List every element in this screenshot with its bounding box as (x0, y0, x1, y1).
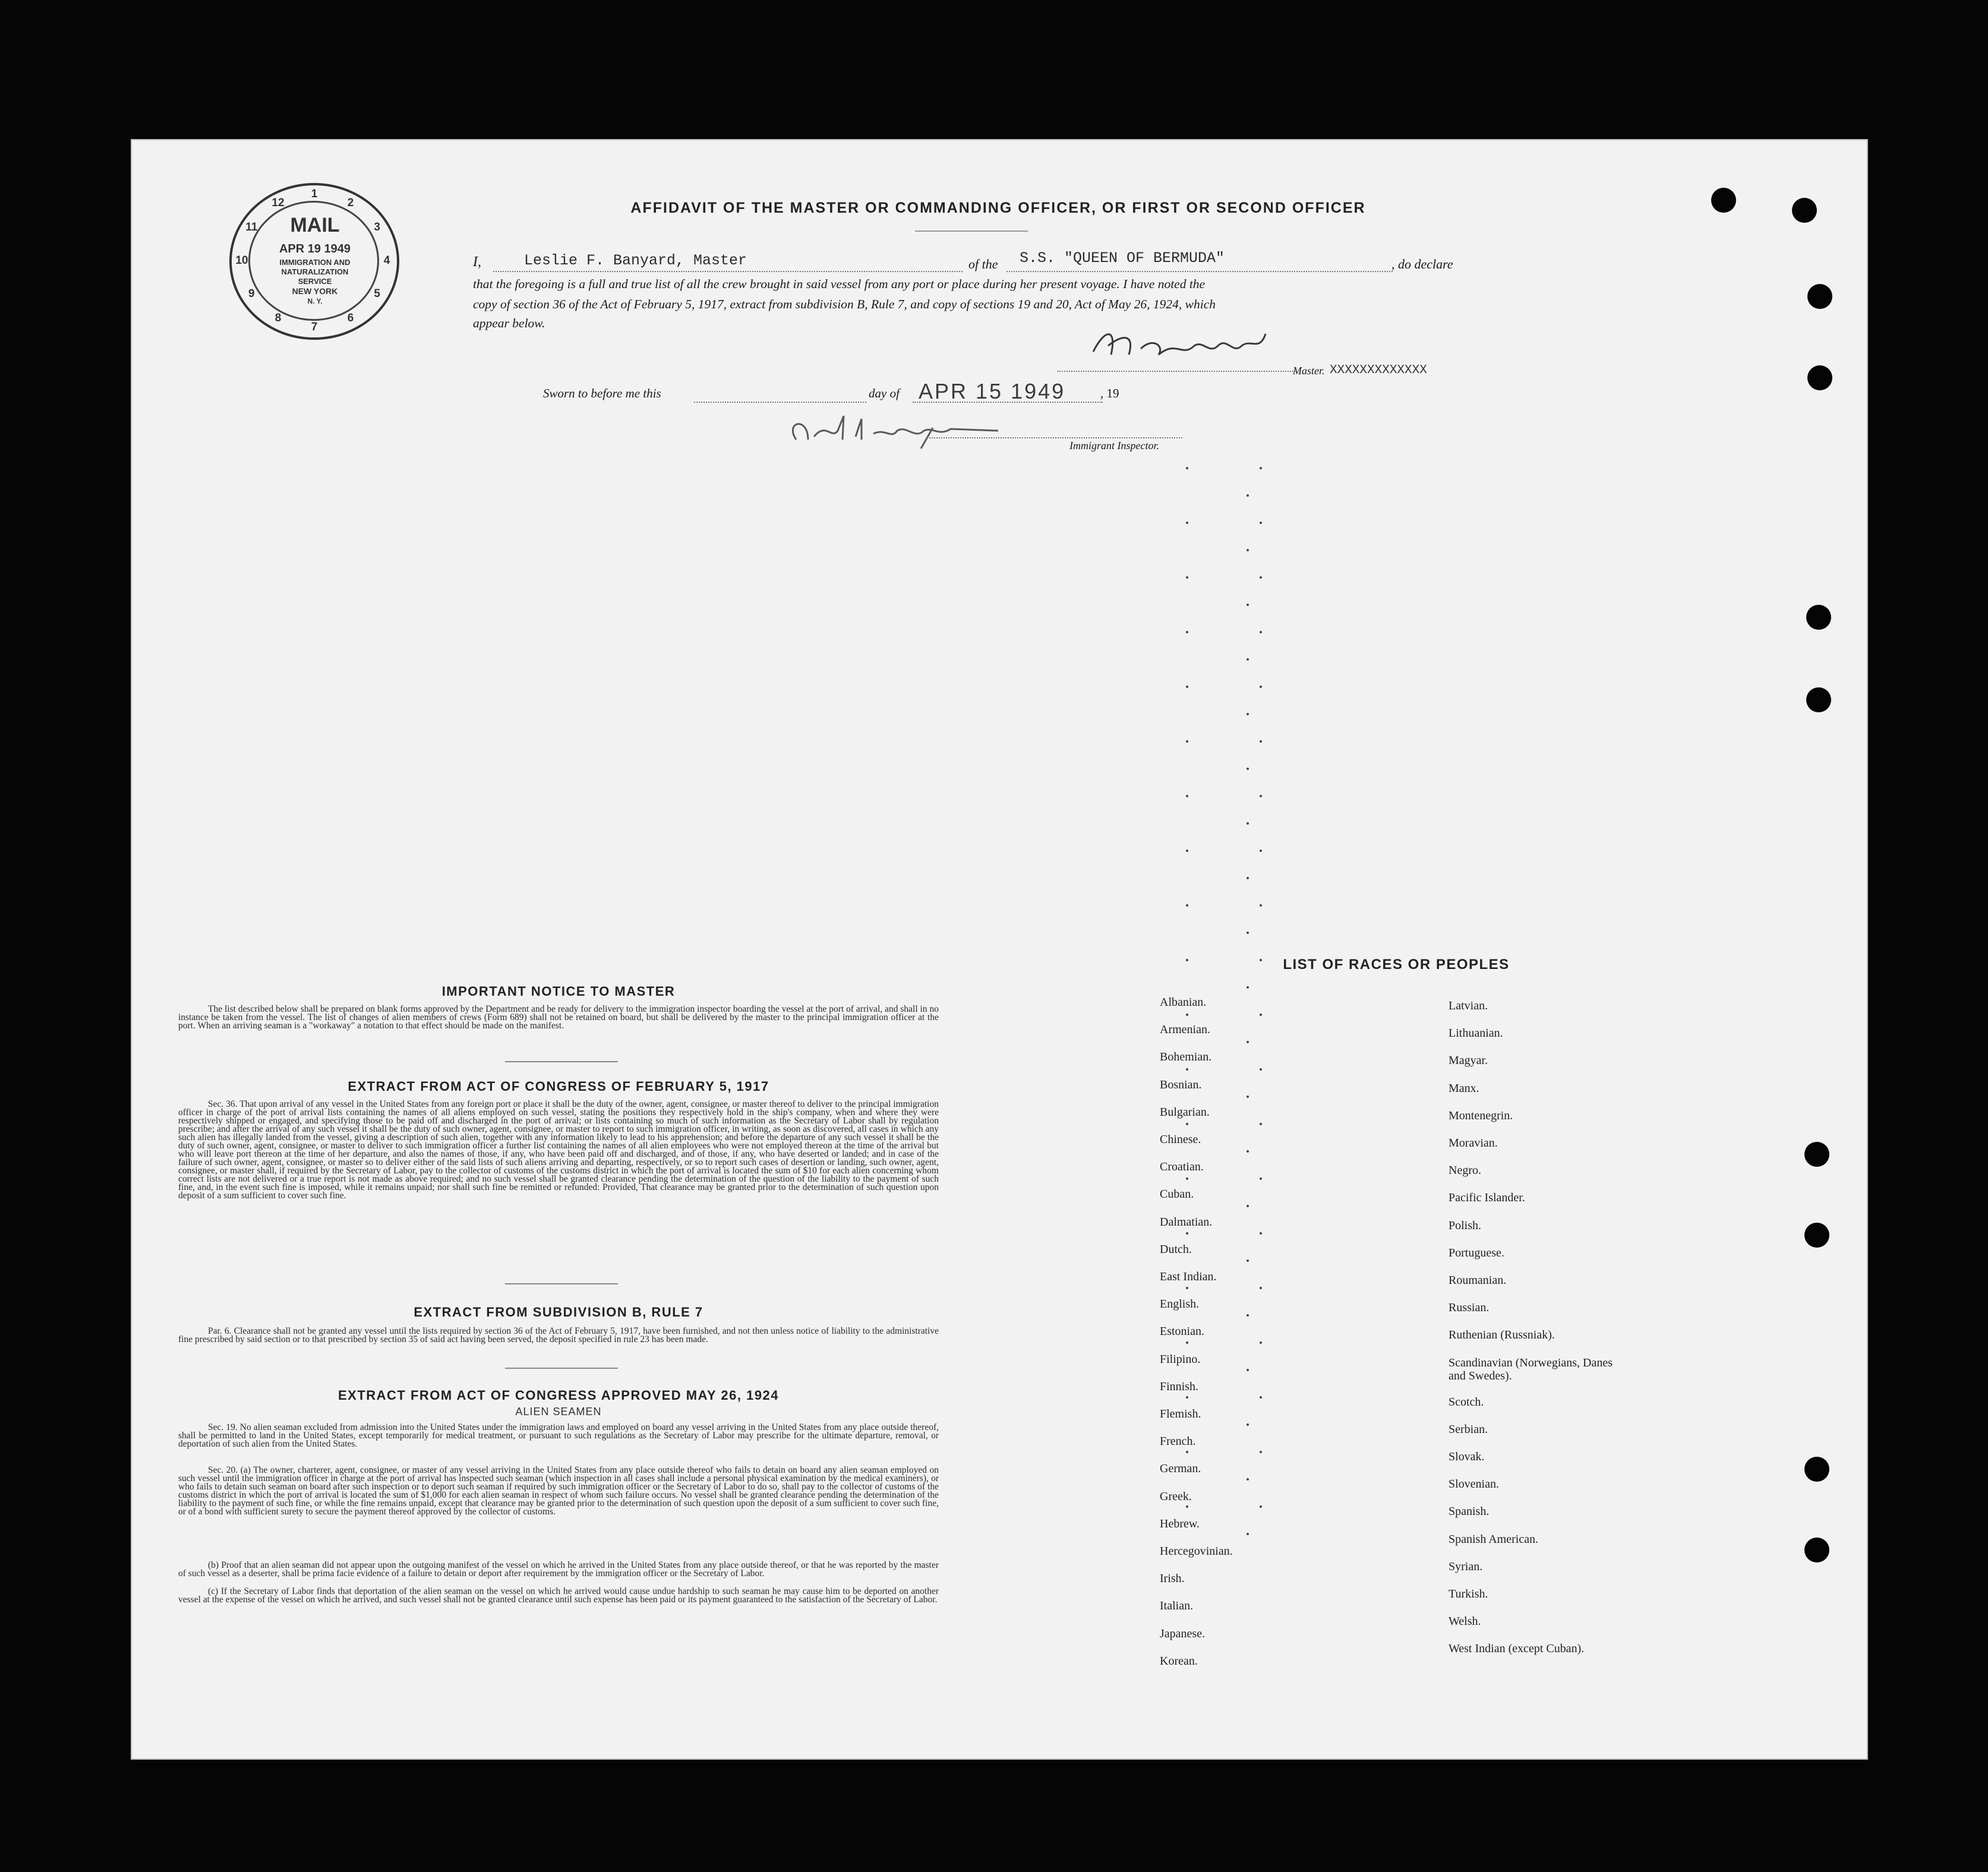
stamp-ring-number: 6 (347, 311, 354, 324)
notice-title: IMPORTANT NOTICE TO MASTER (441, 984, 676, 999)
race-item: Italian. (1160, 1599, 1194, 1613)
stamp-line: N. Y. (307, 297, 323, 305)
vessel-name-field: S.S. "QUEEN OF BERMUDA" (1020, 250, 1225, 267)
faint-dot (1260, 686, 1262, 688)
affidavit-line: that the foregoing is a full and true list of all the crew brought in said vessel from any port or place during her present voyage. I have noted the (473, 277, 1206, 291)
faint-dot (1260, 1287, 1262, 1289)
faint-dot (1247, 1259, 1249, 1262)
punch-hole (1804, 1538, 1829, 1562)
extract-1917-title: EXTRACT FROM ACT OF CONGRESS OF FEBRUARY 5, 1917 (348, 1079, 769, 1094)
faint-dot (1247, 877, 1249, 879)
faint-dot (1186, 740, 1188, 743)
race-item: Scandinavian (Norwegians, Danes and Swedes). (1449, 1356, 1613, 1382)
punch-hole (1807, 284, 1832, 309)
faint-dot (1260, 467, 1262, 469)
faint-dot (1260, 522, 1262, 524)
race-item: Russian. (1449, 1301, 1490, 1315)
stamp-ring-number: 7 (311, 321, 318, 333)
faint-dot (1186, 1396, 1188, 1399)
master-name-line (493, 271, 963, 272)
date-stamp: APR 15 1949 (919, 379, 1066, 403)
faint-dot (1247, 549, 1249, 551)
divider (915, 231, 1028, 232)
stamp-ring-number: 2 (347, 197, 354, 209)
faint-dot (1260, 1396, 1262, 1399)
punch-hole (1806, 687, 1831, 712)
stamp-ring-number: 12 (272, 197, 285, 209)
punch-hole (1792, 198, 1817, 223)
race-item: Scotch. (1449, 1395, 1484, 1409)
race-item: German. (1160, 1462, 1201, 1476)
faint-dot (1247, 1314, 1249, 1317)
race-item: Magyar. (1449, 1054, 1488, 1068)
extract-1924-title: EXTRACT FROM ACT OF CONGRESS APPROVED MAY 26, 1924 (337, 1388, 780, 1403)
master-label: Master. (1293, 365, 1325, 377)
inspector-label: Immigrant Inspector. (1069, 440, 1159, 452)
race-item: Pacific Islander. (1449, 1191, 1525, 1205)
faint-dot (1247, 1096, 1249, 1098)
faint-dot (1186, 1014, 1188, 1016)
race-item: French. (1160, 1435, 1196, 1448)
faint-dot (1260, 631, 1262, 633)
faint-dot (1186, 959, 1188, 961)
of-the-label: of the (968, 257, 998, 272)
race-item: Turkish. (1449, 1587, 1488, 1600)
race-item: Welsh. (1449, 1615, 1481, 1628)
race-item: Flemish. (1160, 1407, 1201, 1420)
extract-1917-text: Sec. 36. That upon arrival of any vessel in the United States from any foreign port or place it shall be the duty of the owner, agent, consignee, or master thereof to deliver to the principal immigration officer in charge of the port of arrival lists containing the names of all aliens employed on such vessel, stating the positions they respectively hold in the ship's company, when and where they were respectively shipped or engaged, and specifying those to be paid off and discharged in the port of arrival; or lists containing so much of such information as the Secretary of Labor shall by regulation prescribe; and after the arrival of any such vessel it shall be the duty of such owner, agent, consignee, or master to report to such immigration officer, in writing, as soon as discovered, all cases in which any such alien has illegally landed from the vessel, giving a description of such alien, together with any information likely to lead to his apprehension; and before the departure of any such vessel it shall be the duty of such owner, agent, consignee, or master to deliver to such immigration officer a further list containing the names of all alien employees who were not employed thereon at the time of the arrival but who will leave port thereon at the time of her departure, and also the names of those, if any, who have been paid off and discharged, and of those, if any, who have deserted or landed; and in case of the failure of such owner, agent, consignee, or master so to deliver either of the said lists of such aliens arriving and departing, respectively, or so to report such cases of desertion or landing, such owner, agent, consignee, or master shall, if required by the Secretary of Labor, pay to the collector of customs of the customs district in which the port of arrival is located the sum of $10 for each alien concerning whom correct lists are not delivered or a true report is not made as above required; and no such vessel shall be granted clearance pending the determination of the question of the liability to the payment of such fine, and, in the event such fine is imposed, while it remains unpaid; nor shall such fine be remitted or refunded: Provided, That clearance may be granted prior to the determination of such question upon deposit of a sum sufficient to cover such fine. (178, 1099, 939, 1201)
race-item: Armenian. (1160, 1023, 1210, 1037)
race-item: Ruthenian (Russniak). (1449, 1328, 1555, 1342)
faint-dot (1260, 1341, 1262, 1344)
race-item: Korean. (1160, 1654, 1198, 1668)
faint-dot (1247, 1369, 1249, 1371)
faint-dot (1247, 986, 1249, 989)
mail-stamp (229, 183, 399, 340)
faint-dot (1186, 1287, 1188, 1289)
stamp-ring-number: 8 (274, 311, 282, 324)
punch-hole (1807, 365, 1832, 390)
race-item: Roumanian. (1449, 1274, 1507, 1287)
affidavit-line: appear below. (473, 316, 545, 330)
race-item: East Indian. (1160, 1270, 1217, 1283)
race-item: Moravian. (1449, 1137, 1498, 1150)
day-of-label: day of (869, 386, 900, 400)
faint-dot (1186, 576, 1188, 579)
stamp-ring-number: 3 (374, 221, 380, 233)
race-item: Croatian. (1160, 1160, 1204, 1174)
faint-dot (1260, 1123, 1262, 1125)
faint-dot (1260, 904, 1262, 907)
race-item: Estonian. (1160, 1325, 1204, 1339)
do-declare-label: , do declare (1391, 257, 1453, 272)
race-item: Filipino. (1160, 1352, 1201, 1366)
stamp-line: SERVICE (298, 277, 332, 286)
faint-dot (1186, 1341, 1188, 1344)
inspector-signature-line (927, 437, 1182, 438)
stamp-mail-text: MAIL (290, 214, 340, 236)
faint-dot (1186, 904, 1188, 907)
race-item: Dalmatian. (1160, 1215, 1213, 1229)
faint-dot (1186, 522, 1188, 524)
faint-dot (1247, 604, 1249, 606)
race-item: Spanish. (1449, 1505, 1490, 1519)
sec20c-text: (c) If the Secretary of Labor finds that deportation of the alien seaman on the vessel on which he arrived would cause undue hardship to such seaman he may cause him to be deported on another vessel at the expense of the vessel on which he arrived, and such vessel shall not be granted clearance until such expense has been paid or its payment guaranteed to the satisfaction of the Secretary of Labor. (178, 1586, 939, 1605)
vessel-line (1006, 271, 1393, 272)
faint-dot (1260, 1178, 1262, 1180)
race-item: Latvian. (1449, 999, 1488, 1012)
faint-dot (1247, 658, 1249, 661)
race-item: Lithuanian. (1449, 1027, 1503, 1040)
race-item: Irish. (1160, 1572, 1185, 1586)
faint-dot (1260, 795, 1262, 797)
race-item: Chinese. (1160, 1133, 1201, 1146)
faint-dot (1260, 850, 1262, 852)
faint-dot (1247, 713, 1249, 715)
faint-dot (1247, 1478, 1249, 1480)
faint-dot (1247, 1205, 1249, 1207)
stamp-line: NEW YORK (292, 286, 338, 296)
stamp-date: APR 19 1949 (279, 242, 351, 255)
faint-dot (1260, 576, 1262, 579)
stamp-ring-number: 1 (311, 188, 318, 200)
faint-dot (1186, 795, 1188, 797)
faint-dot (1186, 1068, 1188, 1071)
race-item: Bosnian. (1160, 1078, 1202, 1091)
extract-1924-subtitle: ALIEN SEAMEN (515, 1406, 602, 1418)
race-item: Hercegovinian. (1160, 1545, 1233, 1558)
master-name-field: Leslie F. Banyard, Master (524, 252, 747, 269)
faint-dot (1186, 1123, 1188, 1125)
rule7-title: EXTRACT FROM SUBDIVISION B, RULE 7 (414, 1305, 703, 1319)
sec20a-text: Sec. 20. (a) The owner, charterer, agent, consignee, or master of any vessel arriving in the United States from any place outside thereof who fails to detain on board any alien seaman employed on such vessel until the immigration officer in charge at the port of arrival has inspected such seaman (which inspection in all cases shall include a personal physical examination by the medical examiners), or who fails to detain such seaman on board after such inspection or to deport such seaman if required by such immigration officer or the Secretary of Labor to do so, shall pay to the collector of customs of the customs district in which the port of arrival is located the sum of $1,000 for each alien seaman in respect of whom such failure occurs. No vessel shall be granted clearance pending the determination of the liability to the payment of such fine, or while the fine remains unpaid, except that clearance may be granted prior to the determination of such question upon the deposit of a sum sufficient to cover such fine, or of a bond with sufficient surety to secure the payment thereof approved by the collector of customs. (178, 1465, 939, 1517)
faint-dot (1247, 494, 1249, 497)
master-signature-line (1058, 371, 1295, 372)
race-item: Bohemian. (1160, 1050, 1212, 1064)
faint-dot (1260, 1451, 1262, 1453)
faint-dot (1260, 1068, 1262, 1071)
race-item: Slovak. (1449, 1450, 1485, 1463)
punch-hole (1804, 1142, 1829, 1167)
year-suffix: , 19 (1100, 386, 1119, 400)
faint-dot (1186, 1451, 1188, 1453)
race-item: Bulgarian. (1160, 1105, 1210, 1119)
faint-dot (1247, 768, 1249, 770)
notice-text: The list described below shall be prepared on blank forms approved by the Department and be ready for delivery to the immigration inspector boarding the vessel at the port of arrival, and shall in no instance be taken from the vessel. The list of changes of alien members of crews (Form 689) shall not be retained on board, but shall be delivered by the master to the principal immigration officer at the port. When an arriving seaman is a "workaway" a notation to that effect should be made on the manifest. (178, 1004, 939, 1031)
affidavit-title: AFFIDAVIT OF THE MASTER OR COMMANDING OFFICER, OR FIRST OR SECOND OFFICER (630, 200, 1366, 216)
divider (505, 1368, 618, 1369)
race-item: Syrian. (1449, 1560, 1483, 1573)
faint-dot (1260, 1505, 1262, 1508)
race-item: Cuban. (1160, 1188, 1194, 1201)
punch-hole (1804, 1457, 1829, 1482)
punch-hole (1711, 188, 1736, 213)
sec20b-text: (b) Proof that an alien seaman did not appear upon the outgoing manifest of the vessel on which he arrived in the United States from any place outside thereof, or that he was reported by the master of such vessel as a deserter, shall be prima facie evidence of a failure to detain or deport after requirement by the immigration officer or the Secretary of Labor. (178, 1560, 939, 1579)
faint-dot (1247, 1041, 1249, 1043)
race-item: Slovenian. (1449, 1478, 1499, 1491)
i-label: I, (473, 254, 481, 270)
punch-hole (1806, 605, 1831, 630)
stamp-ring-number: 4 (383, 254, 390, 267)
race-item: Greek. (1160, 1489, 1192, 1503)
sec19-text: Sec. 19. No alien seaman excluded from admission into the United States under the immigration laws and employed on board any vessel arriving in the United States from any place outside thereof, shall be permitted to land in the United States, except temporarily for medical treatment, or pursuant to such regulations as the Secretary of Labor may prescribe for the ultimate departure, removal, or deportation of such alien from the United States. (178, 1422, 939, 1449)
race-item: Montenegrin. (1449, 1109, 1513, 1122)
faint-dot (1247, 932, 1249, 934)
affidavit-line: copy of section 36 of the Act of February 5, 1917, extract from subdivision B, Rule 7, and copy of sections 19 and 20, Act of May 26, 1924, which (473, 297, 1216, 311)
race-item: English. (1160, 1298, 1200, 1311)
divider (505, 1283, 618, 1284)
divider (505, 1061, 618, 1062)
faint-dot (1260, 1232, 1262, 1235)
rule7-text: Par. 6. Clearance shall not be granted any vessel until the lists required by section 36 of the Act of February 5, 1917, have been furnished, and not then unless notice of liability to the administrative fine prescribed by said section or to that prescribed by section 35 of said act having been served, the deposit specified in rule 23 has been made. (178, 1326, 939, 1344)
race-item: Polish. (1449, 1218, 1482, 1232)
master-signature (1081, 322, 1295, 370)
faint-dot (1186, 686, 1188, 688)
faint-dot (1247, 822, 1249, 825)
faint-dot (1260, 1014, 1262, 1016)
race-item: Hebrew. (1160, 1517, 1200, 1530)
race-item: Manx. (1449, 1081, 1479, 1095)
stamp-ring-number: 11 (245, 221, 258, 233)
race-item: Finnish. (1160, 1379, 1199, 1393)
stamp-ring-number: 9 (248, 288, 255, 300)
sworn-line (694, 402, 866, 403)
stamp-ring-number: 5 (374, 288, 380, 300)
race-item: Dutch. (1160, 1242, 1192, 1256)
race-item: Spanish American. (1449, 1532, 1539, 1546)
race-item: Portuguese. (1449, 1246, 1504, 1259)
race-item: West Indian (except Cuban). (1449, 1642, 1585, 1656)
faint-dot (1247, 1533, 1249, 1535)
sworn-label: Sworn to before me this (543, 386, 661, 400)
race-item: Negro. (1449, 1164, 1481, 1178)
race-item: Albanian. (1160, 996, 1207, 1009)
race-item: Serbian. (1449, 1422, 1488, 1436)
stamp-ring-number: 10 (235, 254, 248, 267)
stamp-line: IMMIGRATION AND (279, 258, 351, 267)
faint-dot (1247, 1150, 1249, 1153)
faint-dot (1186, 467, 1188, 469)
struck-title: XXXXXXXXXXXXX (1330, 364, 1427, 377)
faint-dot (1186, 1232, 1188, 1235)
faint-dot (1186, 1178, 1188, 1180)
faint-dot (1186, 631, 1188, 633)
race-item: Japanese. (1160, 1627, 1206, 1640)
stamp-line: NATURALIZATION (281, 267, 349, 276)
punch-hole (1804, 1223, 1829, 1248)
inspector-signature (772, 404, 1022, 463)
faint-dot (1247, 1423, 1249, 1426)
faint-dot (1186, 1505, 1188, 1508)
faint-dot (1260, 740, 1262, 743)
faint-dot (1186, 850, 1188, 852)
races-title: LIST OF RACES OR PEOPLES (1283, 956, 1510, 973)
